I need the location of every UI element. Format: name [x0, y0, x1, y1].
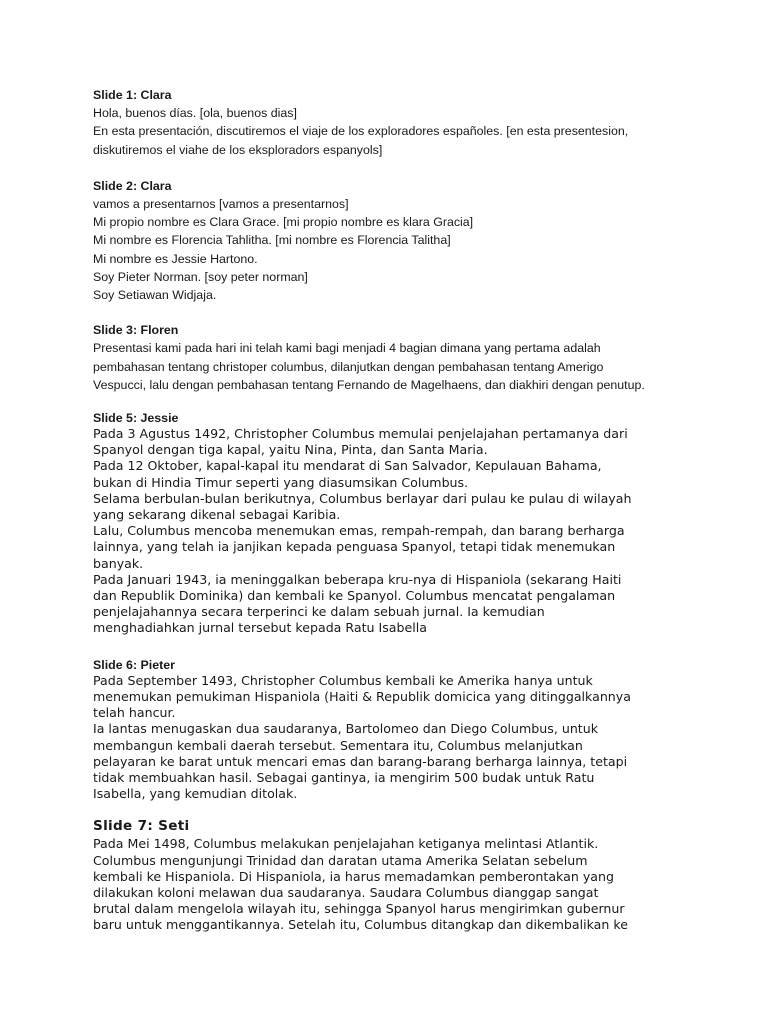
text-line: tidak membuahkan hasil. Sebagai gantinya, ia mengirim 500 budak untuk Ratu	[93, 769, 595, 785]
text-line: En esta presentación, discutiremos el viaje de los exploradores españoles. [en esta presentesion,	[93, 124, 629, 139]
text-line: banyak.	[93, 555, 144, 571]
section-slide-1	[93, 86, 683, 159]
section-heading: Slide 3: Floren	[93, 323, 179, 338]
text-line: penjelajahannya secara terperinci ke dalam sebuah jurnal. Ia kemudian	[93, 604, 545, 620]
text-line: brutal dalam mengelola wilayah itu, sehingga Spanyol harus mengirimkan gubernur	[93, 901, 625, 917]
text-line: Spanyol dengan tiga kapal, yaitu Nina, Pinta, dan Santa Maria.	[93, 442, 488, 458]
section-slide-2	[93, 177, 683, 304]
text-line: Mi nombre es Florencia Tahlitha. [mi nombre es Florencia Talitha]	[93, 233, 451, 248]
text-line: menghadiahkan jurnal tersebut kepada Ratu Isabella	[93, 620, 427, 636]
text-line: kembali ke Hispaniola. Di Hispaniola, ia harus memadamkan pemberontakan yang	[93, 868, 614, 884]
text-line: pelayaran ke barat untuk mencari emas dan barang-barang berharga lainnya, tetapi	[93, 753, 628, 769]
text-line: Selama berbulan-bulan berikutnya, Columbus berlayar dari pulau ke pulau di wilayah	[93, 490, 632, 506]
text-line: telah hancur.	[93, 705, 176, 721]
text-line: yang sekarang dikenal sebagai Karibia.	[93, 507, 341, 523]
text-line: Isabella, yang kemudian ditolak.	[93, 786, 298, 802]
text-line: lainnya, yang telah ia janjikan kepada penguasa Spanyol, tetapi tidak menemukan	[93, 539, 616, 555]
text-line: dan Republik Dominika) dan kembali ke Spanyol. Columbus mencatat pengalaman	[93, 588, 616, 604]
section-slide-6	[93, 657, 683, 803]
text-line: Pada 12 Oktober, kapal-kapal itu mendarat di San Salvador, Kepulauan Bahama,	[93, 458, 602, 474]
text-line: diskutiremos el viahe de los eksploradors espanyols]	[93, 142, 383, 157]
text-line: bukan di Hindia Timur seperti yang diasumsikan Columbus.	[93, 474, 469, 490]
text-line: Pada Januari 1943, ia meninggalkan beberapa kru-nya di Hispaniola (sekarang Haiti	[93, 571, 622, 587]
text-line: Pada September 1493, Christopher Columbus kembali ke Amerika hanya untuk	[93, 672, 593, 688]
text-line: Columbus mengunjungi Trinidad dan daratan utama Amerika Selatan sebelum	[93, 852, 588, 868]
text-line: dilakukan koloni melawan dua saudaranya. Saudara Columbus dianggap sangat	[93, 884, 599, 900]
section-heading: Slide 2: Clara	[93, 178, 172, 193]
text-line: Ia lantas menugaskan dua saudaranya, Bartolomeo dan Diego Columbus, untuk	[93, 721, 599, 737]
text-line: Pada 3 Agustus 1492, Christopher Columbus memulai penjelajahan pertamanya dari	[93, 426, 628, 442]
text-line: Lalu, Columbus mencoba menemukan emas, rempah-rempah, dan barang berharga	[93, 523, 625, 539]
text-line: Mi nombre es Jessie Hartono.	[93, 251, 258, 266]
section-slide-7	[93, 816, 683, 933]
text-line: vamos a presentarnos [vamos a presentarnos]	[93, 197, 349, 212]
text-line: pembahasan tentang christoper columbus, dilanjutkan dengan pembahasan tentang Amerigo	[93, 359, 604, 374]
text-line: Hola, buenos días. [ola, buenos dias]	[93, 106, 297, 121]
section-heading: Slide 6: Pieter	[93, 657, 175, 672]
text-line: menemukan pemukiman Hispaniola (Haiti & Republik domicica yang ditinggalkannya	[93, 688, 631, 704]
text-line: Pada Mei 1498, Columbus melakukan penjelajahan ketiganya melintasi Atlantik.	[93, 836, 599, 852]
text-line: baru untuk menggantikannya. Setelah itu, Columbus ditangkap dan dikembalikan ke	[93, 917, 628, 933]
text-line: Soy Setiawan Widjaja.	[93, 288, 217, 303]
text-line: Mi propio nombre es Clara Grace. [mi propio nombre es klara Gracia]	[93, 215, 474, 230]
section-heading: Slide 1: Clara	[93, 88, 172, 102]
section-heading: Slide 7: Seti	[93, 818, 190, 835]
text-line: Soy Pieter Norman. [soy peter norman]	[93, 269, 308, 284]
section-slide-3	[93, 321, 683, 394]
section-slide-5	[93, 410, 683, 637]
document-page	[93, 86, 683, 934]
text-line: Vespucci, lalu dengan pembahasan tentang Fernando de Magelhaens, dan diakhiri dengan penutup.	[93, 377, 645, 392]
text-line: Presentasi kami pada hari ini telah kami bagi menjadi 4 bagian dimana yang pertama adalah	[93, 341, 601, 356]
text-line: membangun kembali daerah tersebut. Sementara itu, Columbus melanjutkan	[93, 737, 583, 753]
section-heading: Slide 5: Jessie	[93, 411, 179, 426]
